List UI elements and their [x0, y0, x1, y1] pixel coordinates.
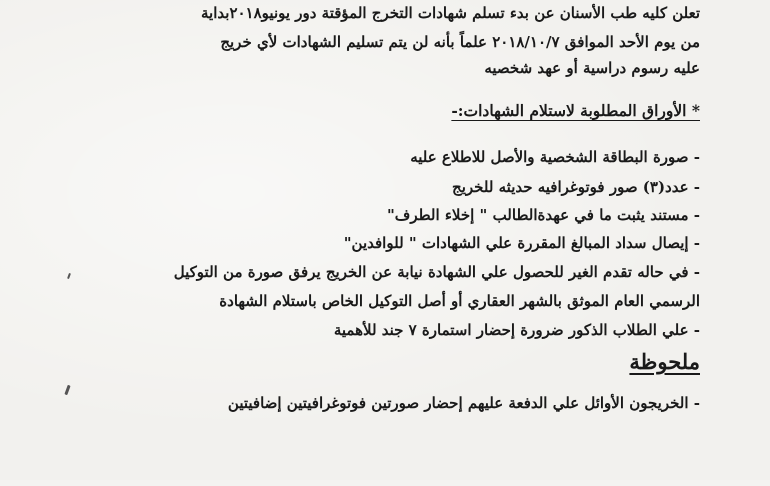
scan-speck	[64, 385, 70, 395]
requirement-item-clearance: - مستند يثبت ما في عهدةالطالب " إخلاء الطرف"	[386, 206, 700, 224]
requirement-item-military-form: - علي الطلاب الذكور ضرورة إحضار استمارة ٧ جند للأهمية	[333, 321, 700, 339]
requirements-heading: * الأوراق المطلوبة لاستلام الشهادات:-	[451, 101, 700, 120]
requirement-item-photos: - عدد(٣) صور فوتوغرافيه حديثه للخريج	[452, 178, 700, 196]
requirement-item-id-card: - صورة البطاقة الشخصية والأصل للاطلاع عليه	[410, 148, 700, 166]
scan-speck	[67, 273, 71, 279]
intro-line-1: تعلن كليه طب الأسنان عن بدء تسلم شهادات التخرج المؤقتة دور يونيو٢٠١٨بداية	[201, 4, 700, 22]
note-text: - الخريجون الأوائل علي الدفعة عليهم إحضار صورتين فوتوغرافيتين إضافيتين	[227, 394, 700, 412]
cut-off-text-line	[120, 476, 680, 486]
requirement-item-proxy: - في حاله تقدم الغير للحصول علي الشهادة نيابة عن الخريج يرفق صورة من التوكيل	[173, 263, 700, 281]
requirement-item-fee-receipt: - إيصال سداد المبالغ المقررة علي الشهادات " للوافدين"	[343, 234, 700, 252]
intro-line-2: من يوم الأحد الموافق ٢٠١٨/١٠/٧ علماً بأنه لن يتم تسليم الشهادات لأي خريج	[220, 33, 700, 51]
intro-line-3: عليه رسوم دراسية أو عهد شخصيه	[484, 59, 700, 77]
note-title: ملحوظة	[629, 349, 700, 374]
requirement-item-proxy-continued: الرسمي العام الموثق بالشهر العقاري أو أصل التوكيل الخاص باستلام الشهادة	[219, 292, 700, 310]
